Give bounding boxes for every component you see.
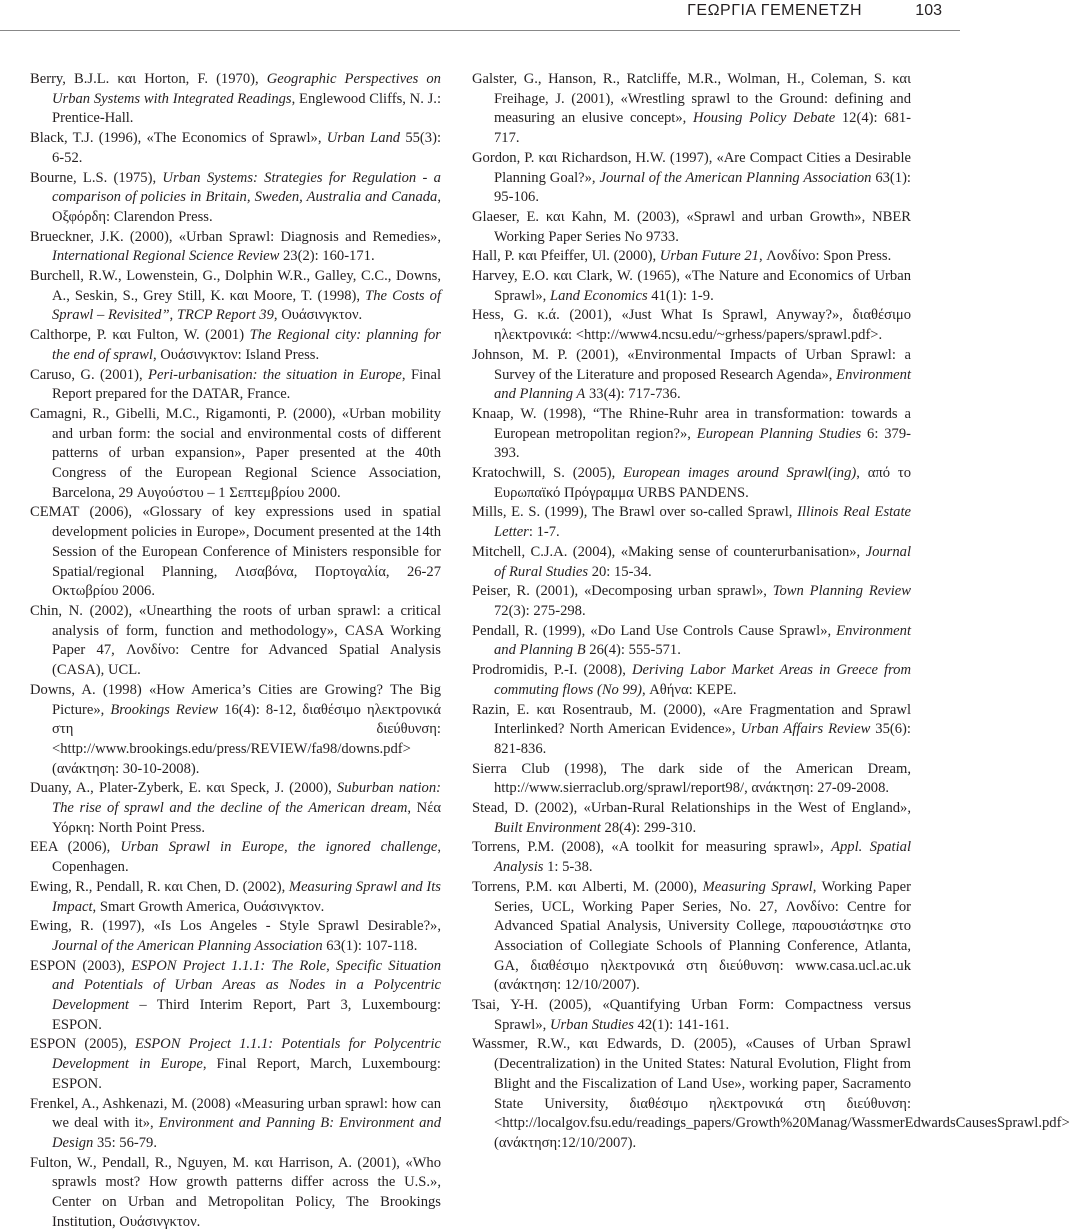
reference-title: Urban Systems: Strategies for Regulation - a comparison of policies in Britain, Sweden, Australia and Canada [52, 169, 441, 206]
reference-entry [472, 760, 911, 799]
reference-text: 6: 379-393. [494, 425, 912, 462]
reference-title: Suburban nation: The rise of sprawl and the decline of the American dream [52, 780, 441, 817]
reference-text: 26(4): 555-571. [585, 642, 681, 659]
reference-entry [472, 1035, 1070, 1153]
reference-text: – Third Interim Report, Part 3, Luxembourg: ESPON. [52, 997, 441, 1033]
reference-text: Prodromidis, P.-I. (2008), [472, 662, 632, 679]
reference-text: Calthorpe, P. και Fulton, W. (2001) [30, 327, 250, 344]
reference-entry [30, 838, 441, 877]
reference-text: , Ουάσινγκτον. [273, 307, 363, 324]
reference-title: Peri-urbanisation: the situation in Europe [148, 366, 402, 383]
reference-text: Torrens, P.M. και Alberti, M. (2000), [472, 878, 703, 895]
reference-title: Urban Land [326, 130, 401, 147]
reference-text: Hess, G. κ.ά. (2001), «Just What Is Sprawl, Anyway?», διαθέσιμο ηλεκτρονικά: <http://www4.ncsu.edu/~grhess/papers/sprawl.pdf>. [472, 307, 911, 344]
reference-text: Mitchell, C.J.A. (2004), «Making sense of counterurbanisation», [472, 543, 866, 560]
reference-text: Ewing, R. (1997), «Is Los Angeles - Style Sprawl Desirable?», [30, 918, 441, 935]
reference-title: Environment and Planning B [494, 622, 911, 659]
reference-title: Town Planning Review [772, 583, 912, 600]
reference-text: , Final Report prepared for the DATAR, France. [52, 366, 442, 403]
reference-text: 55(3): 6-52. [52, 130, 441, 166]
reference-entry [472, 799, 911, 838]
reference-entry [472, 149, 911, 208]
reference-entry [30, 267, 441, 326]
reference-title: Urban Sprawl in Europe, the ignored challenge [120, 839, 438, 856]
reference-title: International Regional Science Review [52, 248, 280, 265]
reference-text: , Λονδίνο: Spon Press. [758, 248, 892, 265]
reference-text: 1: 5-38. [543, 859, 593, 876]
reference-entry [30, 169, 441, 228]
reference-entry [30, 503, 441, 602]
reference-text: Camagni, R., Gibelli, M.C., Rigamonti, P. (2000), «Urban mobility and urban form: the social and environmental costs of different patterns of urban expansion», Paper presented at the 40th Congress of the European Regional Science Association, Barcelona, 29 Αυγούστου – 1 Σεπτεμβρίου 2000. [30, 405, 441, 501]
reference-title: Deriving Labor Market Areas in Greece from commuting flows (No 99) [494, 662, 911, 698]
reference-text: 72(3): 275-298. [494, 602, 586, 619]
reference-entry [472, 405, 911, 464]
reference-text: Frenkel, A., Ashkenazi, M. (2008) «Measuring urban sprawl: how can we deal with it», [30, 1095, 441, 1132]
reference-title: Environment and Planning A [494, 366, 911, 403]
reference-text: Knaap, W. (1998), “The Rhine-Ruhr area in transformation: towards a European metropolitan region?», [472, 405, 911, 442]
reference-text: , Englewood Cliffs, N. J.: Prentice-Hall. [52, 90, 441, 127]
reference-title: Environment and Panning B: Environment and Design [52, 1115, 442, 1151]
reference-text: 16(4): 8-12, διαθέσιμο ηλεκτρονικά στη διεύθυνση: <http://www.brookings.edu/press/REVIEW/fa98/downs.pdf> (ανάκτηση: 30-10-2008). [52, 701, 441, 777]
reference-text: Glaeser, E. και Kahn, M. (2003), «Sprawl and urban Growth», NBER Working Paper Series No 9733. [472, 208, 911, 245]
reference-text: , Ουάσινγκτον: Island Press. [152, 346, 320, 363]
reference-title: Built Environment [494, 819, 601, 836]
reference-entry [30, 1154, 441, 1232]
reference-text: Duany, A., Plater-Zyberk, E. και Speck, J. (2000), [30, 780, 337, 797]
reference-entry [472, 838, 911, 877]
reference-text: Harvey, E.O. και Clark, W. (1965), «The Nature and Economics of Urban Sprawl», [472, 268, 911, 304]
reference-text: Stead, D. (2002), «Urban-Rural Relationships in the West of England», [472, 800, 911, 817]
reference-title: European images around Sprawl(ing) [623, 465, 857, 482]
reference-text: Berry, B.J.L. και Horton, F. (1970), [30, 71, 267, 87]
reference-text: 42(1): 141-161. [633, 1016, 730, 1033]
reference-text: Sierra Club (1998), The dark side of the American Dream, http://www.sierraclub.org/sprawl/report98/, ανάκτηση: 27-09-2008. [472, 760, 911, 797]
reference-title: Measuring Sprawl [702, 878, 813, 895]
reference-entry [30, 878, 441, 917]
reference-entry [30, 602, 441, 681]
reference-text: , Working Paper Series, UCL, Working Paper Series, No. 27, Λονδίνο: Centre for Advanced Spatial Analysis, University College, παρουσιάστηκε στο Association of Collegiate Schools of Planning Conference, Atlanta, GA, διαθέσιμο ηλεκτρονικά στη διεύθυνση: www.casa.ucl.ac.uk (ανάκτηση: 12/10/2007). [494, 878, 911, 994]
reference-entry [30, 326, 441, 365]
reference-text: Caruso, G. (2001), [30, 366, 149, 383]
reference-entry [30, 681, 441, 780]
reference-text: Wassmer, R.W., και Edwards, D. (2005), «Causes of Urban Sprawl (Decentralization) in the United States: Natural Evolution, Flight from Blight and the Fiscalization of Land Use», working paper, Sacramento State University, διαθέσιμο ηλεκτρονικά στη διεύθυνση: <http://localgov.fsu.edu/readings_papers/Growth%20Manag/WassmerEdwardsCausesSprawl.pdf> (ανάκτηση:12/10/2007). [472, 1036, 1070, 1151]
reference-text: ESPON (2005), [30, 1036, 136, 1053]
reference-entry [472, 306, 911, 345]
reference-text: Mills, E. S. (1999), The Brawl over so-called Sprawl, [472, 504, 798, 521]
reference-entry [472, 701, 911, 760]
reference-text: 12(4): 681-717. [494, 110, 911, 147]
reference-text: Peiser, R. (2001), «Decomposing urban sprawl», [472, 583, 773, 600]
reference-title: ESPON Project 1.1.1: Potentials for Polycentric Development in Europe [52, 1036, 442, 1073]
reference-entry [30, 957, 441, 1036]
reference-title: Geographic Perspectives on Urban Systems with Integrated Readings [52, 71, 441, 107]
reference-text: , Smart Growth America, Ουάσινγκτον. [92, 898, 325, 915]
reference-title: ESPON Project 1.1.1: The Role, Specific Situation and Potentials of Urban Areas as Nodes in a Polycentric Development [52, 957, 441, 1014]
reference-title: Urban Affairs Review [740, 721, 871, 738]
reference-text: 35: 56-79. [93, 1134, 158, 1151]
reference-text: Brueckner, J.K. (2000), «Urban Sprawl: Diagnosis and Remedies», [30, 228, 441, 245]
reference-entry [472, 661, 911, 700]
reference-entry [472, 878, 911, 996]
page-number: 103 [915, 2, 942, 19]
reference-entry [472, 622, 911, 661]
reference-text: , Final Report, March, Luxembourg: ESPON. [52, 1056, 441, 1092]
reference-entry [30, 1095, 441, 1154]
references-left-column [30, 70, 441, 1232]
header-author: ΓΕΩΡΓΙΑ ΓΕΜΕΝΕΤΖΗ [687, 2, 862, 19]
reference-text: , από το Ευρωπαϊκό Πρόγραμμα URBS PANDENS. [494, 465, 911, 501]
reference-title: Journal of the American Planning Association [599, 169, 872, 186]
reference-text: Fulton, W., Pendall, R., Nguyen, M. και Harrison, A. (2001), «Who sprawls most? How growth patterns differ across the U.S.», Center on Urban and Metropolitan Policy, The Brookings Institution, Ουάσινγκτον. [30, 1154, 441, 1230]
reference-entry [472, 208, 911, 247]
reference-entry [30, 405, 441, 504]
reference-text: , Οξφόρδη: Clarendon Press. [52, 189, 441, 225]
reference-text: Kratochwill, S. (2005), [472, 465, 624, 482]
reference-entry [472, 346, 911, 405]
reference-text: 23(2): 160-171. [279, 248, 375, 265]
references-right-column [472, 70, 1070, 1154]
reference-text: Torrens, P.M. (2008), «A toolkit for measuring sprawl», [472, 839, 832, 856]
reference-text: 35(6): 821-836. [494, 721, 911, 757]
reference-text: , Αθήνα: ΚΕΡΕ. [641, 681, 737, 698]
reference-entry [30, 366, 441, 405]
reference-entry [30, 779, 441, 838]
reference-title: Urban Studies [549, 1016, 634, 1033]
reference-text: ESPON (2003), [30, 957, 132, 974]
reference-text: Razin, E. και Rosentraub, M. (2000), «Are Fragmentation and Sprawl Interlinked? North American Evidence», [472, 701, 911, 738]
reference-text: 63(1): 95-106. [494, 169, 911, 206]
reference-text: Tsai, Y-H. (2005), «Quantifying Urban Form: Compactness versus Sprawl», [472, 997, 911, 1033]
reference-text: , Νέα Υόρκη: North Point Press. [52, 800, 441, 836]
reference-title: Journal of the American Planning Association [52, 937, 323, 954]
reference-text: Bourne, L.S. (1975), [30, 169, 163, 186]
reference-text: Black, T.J. (1996), «The Economics of Sprawl», [30, 130, 327, 147]
reference-text: Pendall, R. (1999), «Do Land Use Controls Cause Sprawl», [472, 622, 837, 639]
reference-title: The Regional city: planning for the end of sprawl [52, 327, 441, 363]
reference-text: CEMAT (2006), «Glossary of key expressions used in spatial development policies in Europe», Document presented at the 14th Session of the European Conference of Ministers responsible for Spatial/regional Planning, Λισαβόνα, Πορτογαλία, 26-27 Οκτωβρίου 2006. [30, 504, 441, 600]
reference-text: EEA (2006), [30, 839, 121, 856]
reference-entry [30, 129, 441, 168]
reference-text: 33(4): 717-736. [585, 386, 681, 403]
reference-text: 28(4): 299-310. [600, 819, 697, 836]
reference-entry [472, 543, 911, 582]
reference-entry [30, 70, 441, 129]
reference-entry [472, 267, 911, 306]
reference-title: Illinois Real Estate Letter [494, 504, 912, 541]
reference-text: Burchell, R.W., Lowenstein, G., Dolphin W.R., Galley, C.C., Downs, A., Seskin, S., Grey Still, K. και Moore, T. (1998), [30, 268, 441, 304]
reference-title: European Planning Studies [696, 425, 862, 442]
header-rule [0, 30, 960, 31]
reference-entry [472, 996, 911, 1035]
reference-text: Hall, P. και Pfeiffer, Ul. (2000), [472, 248, 660, 265]
reference-text: Gordon, P. και Richardson, H.W. (1997), «Are Compact Cities a Desirable Planning Goal?», [472, 149, 911, 186]
reference-entry [472, 503, 911, 542]
reference-text: Downs, A. (1998) «How America’s Cities are Growing? The Big Picture», [30, 681, 441, 718]
reference-entry [472, 247, 911, 267]
reference-title: Land Economics [549, 287, 648, 304]
reference-entry [472, 70, 911, 149]
reference-title: Measuring Sprawl and Its Impact [52, 878, 441, 915]
reference-text: , Copenhagen. [52, 839, 441, 876]
reference-text: 20: 15-34. [588, 563, 652, 580]
reference-entry [472, 464, 911, 503]
reference-entry [30, 917, 441, 956]
reference-text: Galster, G., Hanson, R., Ratcliffe, M.R., Wolman, H., Coleman, S. και Freihage, J. (2001), «Wrestling sprawl to the Ground: defining and measuring an elusive concept», [472, 71, 911, 127]
reference-entry [472, 582, 911, 621]
reference-title: Appl. Spatial Analysis [494, 839, 912, 876]
reference-title: Housing Policy Debate [692, 110, 836, 127]
reference-title: The Costs of Sprawl – Revisited”, TRCP Report 39 [52, 287, 441, 324]
running-header [0, 0, 960, 34]
reference-text: 41(1): 1-9. [647, 287, 714, 304]
reference-title: Urban Future 21 [659, 248, 759, 265]
reference-title: Brookings Review [110, 701, 219, 718]
reference-text: : 1-7. [528, 524, 560, 541]
reference-text: Chin, N. (2002), «Unearthing the roots of urban sprawl: a critical analysis of form, function and methodology», CASA Working Paper 47, Λονδίνο: Centre for Advanced Spatial Analysis (CASA), UCL. [30, 602, 441, 679]
reference-text: Ewing, R., Pendall, R. και Chen, D. (2002), [30, 878, 289, 895]
reference-entry [30, 228, 441, 267]
reference-text: Johnson, M. P. (2001), «Environmental Impacts of Urban Sprawl: a Survey of the Literature and proposed Research Agenda», [472, 346, 911, 383]
reference-text: 63(1): 107-118. [322, 937, 418, 954]
reference-title: Journal of Rural Studies [494, 543, 911, 580]
reference-entry [30, 1035, 441, 1094]
